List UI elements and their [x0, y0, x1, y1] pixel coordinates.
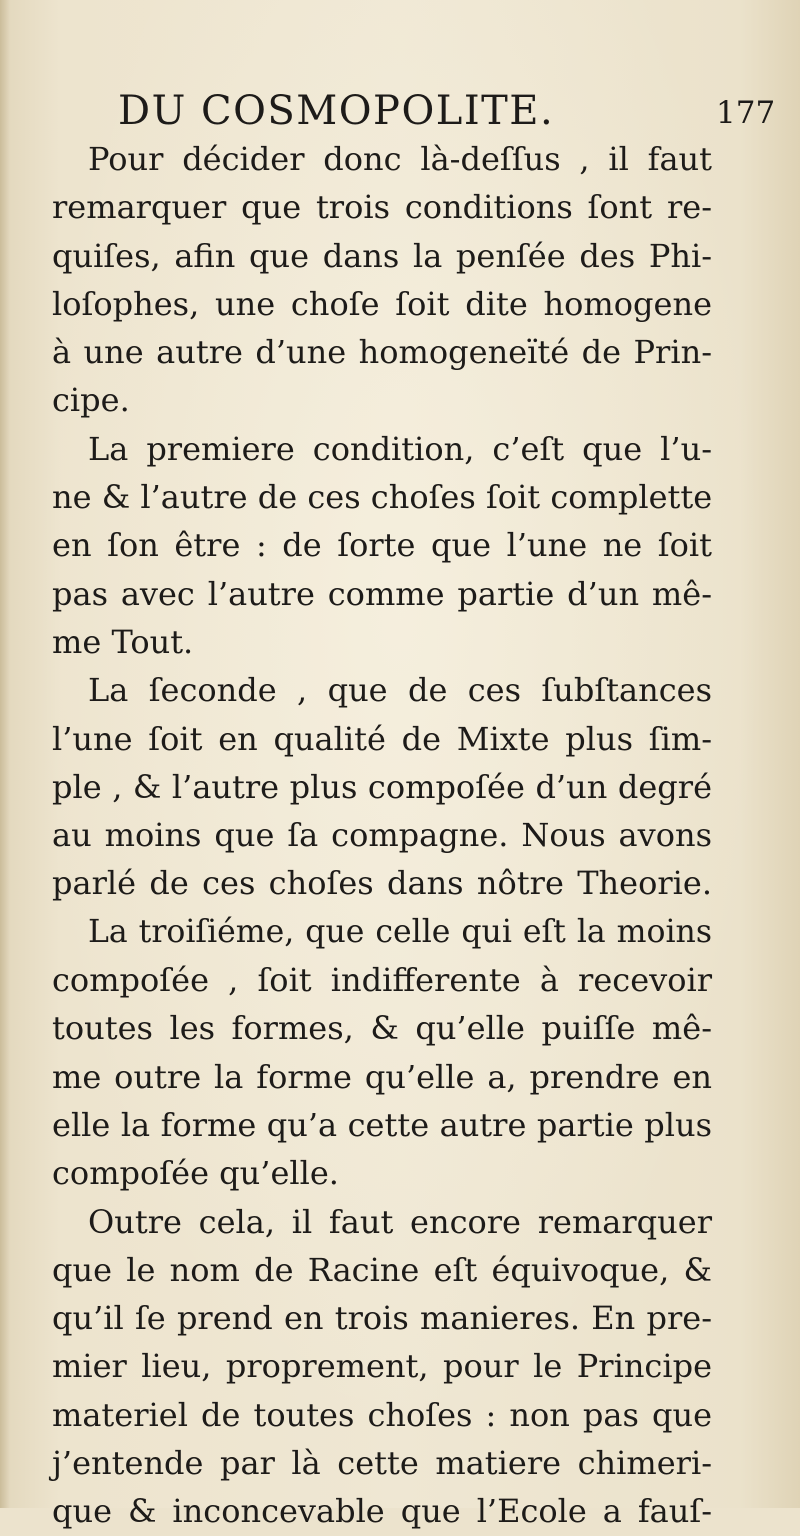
- text-line: remarquer que trois conditions ſont re-: [52, 188, 712, 227]
- text-line: parlé de ces choſes dans nôtre Theorie.: [52, 864, 712, 903]
- running-head: DU COSMOPOLITE.: [118, 88, 555, 134]
- text-line: mier lieu, proprement, pour le Principe: [52, 1347, 712, 1386]
- text-line: en ſon être : de ſorte que l’une ne ſoit: [52, 526, 712, 565]
- text-line: materiel de toutes choſes : non pas que: [52, 1395, 712, 1434]
- page-edge-shadow: [0, 0, 10, 1508]
- text-line: loſophes, une choſe ſoit dite homogene: [52, 284, 712, 323]
- text-line: Pour décider donc là-deſſus , il faut: [88, 140, 712, 178]
- text-line: ple , & l’autre plus compoſée d’un degré: [52, 767, 712, 806]
- text-line: elle la forme qu’a cette autre partie plus: [52, 1105, 712, 1144]
- text-line: quiſes, afin que dans la penſée des Phi-: [52, 236, 712, 275]
- text-line: ne & l’autre de ces choſes ſoit complette: [52, 478, 713, 517]
- text-line: me outre la forme qu’elle a, prendre en: [52, 1057, 712, 1096]
- text-line: qu’il ſe prend en trois manieres. En pre-: [52, 1299, 712, 1338]
- page-number: 177: [716, 95, 776, 131]
- text-line: compoſée qu’elle.: [52, 1154, 339, 1193]
- text-line: que le nom de Racine eſt équivoque, &: [52, 1250, 712, 1289]
- page-header: [0, 86, 800, 136]
- text-line: au moins que ſa compagne. Nous avons: [52, 816, 712, 855]
- text-line: que & inconcevable que l’Ecole a fauſ-: [52, 1492, 712, 1531]
- text-line: j’entende par là cette matiere chimeri-: [52, 1444, 712, 1483]
- text-line: à une autre d’une homogeneïté de Prin-: [52, 333, 712, 372]
- text-line: La troiſiéme, que celle qui eſt la moins: [88, 913, 712, 950]
- text-line: Outre cela, il faut encore remarquer: [88, 1202, 712, 1241]
- text-line: me Tout.: [52, 622, 194, 661]
- text-line: cipe.: [52, 381, 130, 420]
- body-text: [52, 135, 712, 1536]
- text-line: pas avec l’autre comme partie d’un mê-: [52, 574, 712, 613]
- text-line: La premiere condition, c’eſt que l’u-: [88, 429, 712, 468]
- text-line: compoſée , ſoit indifferente à recevoir: [52, 961, 712, 1000]
- text-line: La ſeconde , que de ces ſubſtances: [88, 671, 712, 710]
- text-line: l’une ſoit en qualité de Mixte plus ſim-: [52, 719, 712, 758]
- text-line: toutes les formes, & qu’elle puiſſe mê-: [52, 1009, 712, 1048]
